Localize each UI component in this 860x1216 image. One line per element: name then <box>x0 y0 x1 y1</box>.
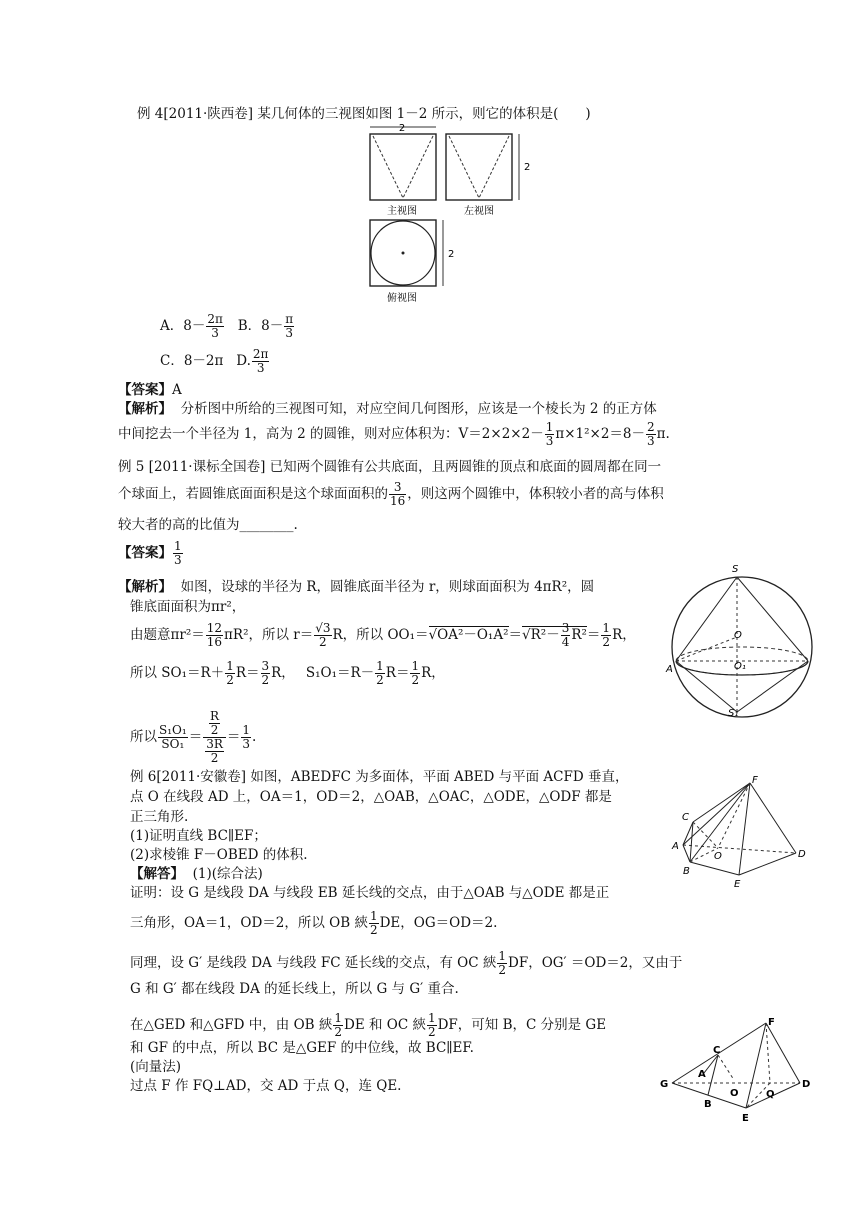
svg-text:A: A <box>672 841 679 852</box>
three-view-figure <box>362 120 532 310</box>
svg-text:2: 2 <box>398 123 406 134</box>
ex6-question-2: (2)求棱锥 F－OBED 的体积. <box>130 847 308 863</box>
svg-text:E: E <box>734 879 741 890</box>
svg-text:O₁: O₁ <box>734 661 746 672</box>
ex6-proof-6: 和 GF 的中点，所以 BC 是△GEF 的中位线，故 BC∥EF. <box>130 1040 474 1056</box>
svg-text:D: D <box>798 849 806 860</box>
polyhedron-figure-extended <box>658 1015 818 1125</box>
svg-text:B: B <box>683 866 690 877</box>
ex6-line-1: 例 6[2011·安徽卷] 如图，ABEDFC 为多面体，平面 ABED 与平面 ACFD 垂直， <box>130 769 629 785</box>
ex6-line-3: 正三角形. <box>130 809 189 825</box>
sphere-cone-figure <box>664 562 824 722</box>
ex5-answer: 【答案】 $\frac{1}{3}$ <box>118 539 182 567</box>
svg-text:2: 2 <box>524 162 531 173</box>
ex5-analysis-3: 由题意πr²＝ $\frac{12}{16}$ πR²，所以 r＝ $\frac{√3}{2}$ R，所以 OO₁＝√OA²－O₁A²＝√R²－ $\frac{3}{4}$ R²＝ $\frac{1}{2}$ R， <box>130 621 636 649</box>
svg-text:S: S <box>732 564 739 575</box>
ex6-proof-8: 过点 F 作 FQ⊥AD，交 AD 于点 Q，连 QE. <box>130 1078 402 1094</box>
svg-text:Q: Q <box>766 1089 775 1100</box>
svg-text:2: 2 <box>448 249 455 260</box>
top-view-label: 俯视图 <box>387 293 417 304</box>
ex6-proof-4: G 和 G′ 都在线段 DA 的延长线上，所以 G 与 G′ 重合. <box>130 981 459 997</box>
ex6-proof-1: 证明：设 G 是线段 DA 与线段 EB 延长线的交点，由于△OAB 与△ODE 都是正 <box>130 885 610 901</box>
svg-text:O: O <box>734 630 742 641</box>
svg-text:A: A <box>666 664 673 675</box>
svg-text:D: D <box>802 1079 811 1090</box>
ex6-vector-method: (向量法) <box>130 1059 182 1075</box>
ex5-line-3: 较大者的高的比值为________. <box>118 517 298 533</box>
ex6-proof-3: 同理，设 G′ 是线段 DA 与线段 FC 延长线的交点，有 OC 綊 $\frac{1}{2}$ DF，OG′ ＝OD＝2，又由于 <box>130 949 683 977</box>
ex5-analysis-4: 所以 SO₁＝R＋ $\frac{1}{2}$ R＝ $\frac{3}{2}$ R， S₁O₁＝R－ $\frac{1}{2}$ R＝ $\frac{1}{2}$ R， <box>130 659 445 687</box>
svg-text:O: O <box>714 851 722 862</box>
svg-text:F: F <box>768 1017 775 1028</box>
svg-text:B: B <box>704 1099 712 1110</box>
ex5-line-1: 例 5 [2011·课标全国卷] 已知两个圆锥有公共底面，且两圆锥的顶点和底面的圆周都在同一 <box>118 459 662 475</box>
front-view-label: 主视图 <box>387 206 417 217</box>
ex4-analysis-1: 【解析】 分析图中所给的三视图可知，对应空间几何图形，应该是一个棱长为 2 的正方体 <box>118 401 657 417</box>
svg-text:C: C <box>682 812 689 823</box>
ex4-analysis-2: 中间挖去一个半径为 1，高为 2 的圆锥，则对应体积为：V＝2×2×2－ $\frac{1}{3}$ π×1²×2＝8－ $\frac{2}{3}$ π. <box>118 420 670 448</box>
ex6-line-2: 点 O 在线段 AD 上，OA＝1，OD＝2，△OAB，△OAC，△ODE，△ODF 都是 <box>130 789 612 805</box>
ex4-options-cd: C．8－2π D. $\frac{2\pi}{3}$ <box>160 347 269 375</box>
svg-text:O: O <box>730 1088 739 1099</box>
ex4-title: 例 4[2011·陕西卷] 某几何体的三视图如图 1－2 所示，则它的体积是( ) <box>137 106 591 122</box>
ex6-proof-2: 三角形，OA＝1，OD＝2，所以 OB 綊 $\frac{1}{2}$ DE，OG＝OD＝2. <box>130 909 498 937</box>
polyhedron-figure <box>658 775 808 890</box>
svg-text:G: G <box>660 1079 669 1090</box>
ex5-line-2: 个球面上，若圆锥底面面积是这个球面面积的 $\frac{3}{16}$ ，则这两个圆锥中，体积较小者的高与体积 <box>118 480 664 508</box>
ex4-options-ab: A．8－ $\frac{2\pi}{3}$ B．8－ $\frac{\pi}{3}$ <box>160 312 294 340</box>
ex4-answer: 【答案】A <box>118 382 182 398</box>
ex6-proof-5: 在△GED 和△GFD 中，由 OB 綊 $\frac{1}{2}$ DE 和 OC 綊 $\frac{1}{2}$ DF，可知 B，C 分别是 GE <box>130 1011 607 1039</box>
svg-text:S₁: S₁ <box>728 708 739 719</box>
ex6-answer: 【解答】 (1)(综合法) <box>130 866 263 882</box>
svg-text:E: E <box>742 1113 749 1124</box>
svg-text:A: A <box>698 1069 706 1080</box>
side-view-label: 左视图 <box>464 206 494 217</box>
ex6-question-1: (1)证明直线 BC∥EF； <box>130 828 267 844</box>
ex5-analysis-5: 所以 $\frac{\text{S₁O₁}}{\text{SO₁}}$ ＝ $\frac{\frac{R}{2}}{\frac{3R}{2}}$ ＝ $\frac{1}{3}$ . <box>130 709 257 765</box>
svg-text:F: F <box>752 775 758 786</box>
ex5-analysis-1: 【解析】 如图，设球的半径为 R，圆锥底面半径为 r，则球面面积为 4πR²，圆 <box>118 579 595 595</box>
svg-text:C: C <box>713 1045 721 1056</box>
ex5-analysis-2: 锥底面面积为πr²， <box>130 599 246 615</box>
